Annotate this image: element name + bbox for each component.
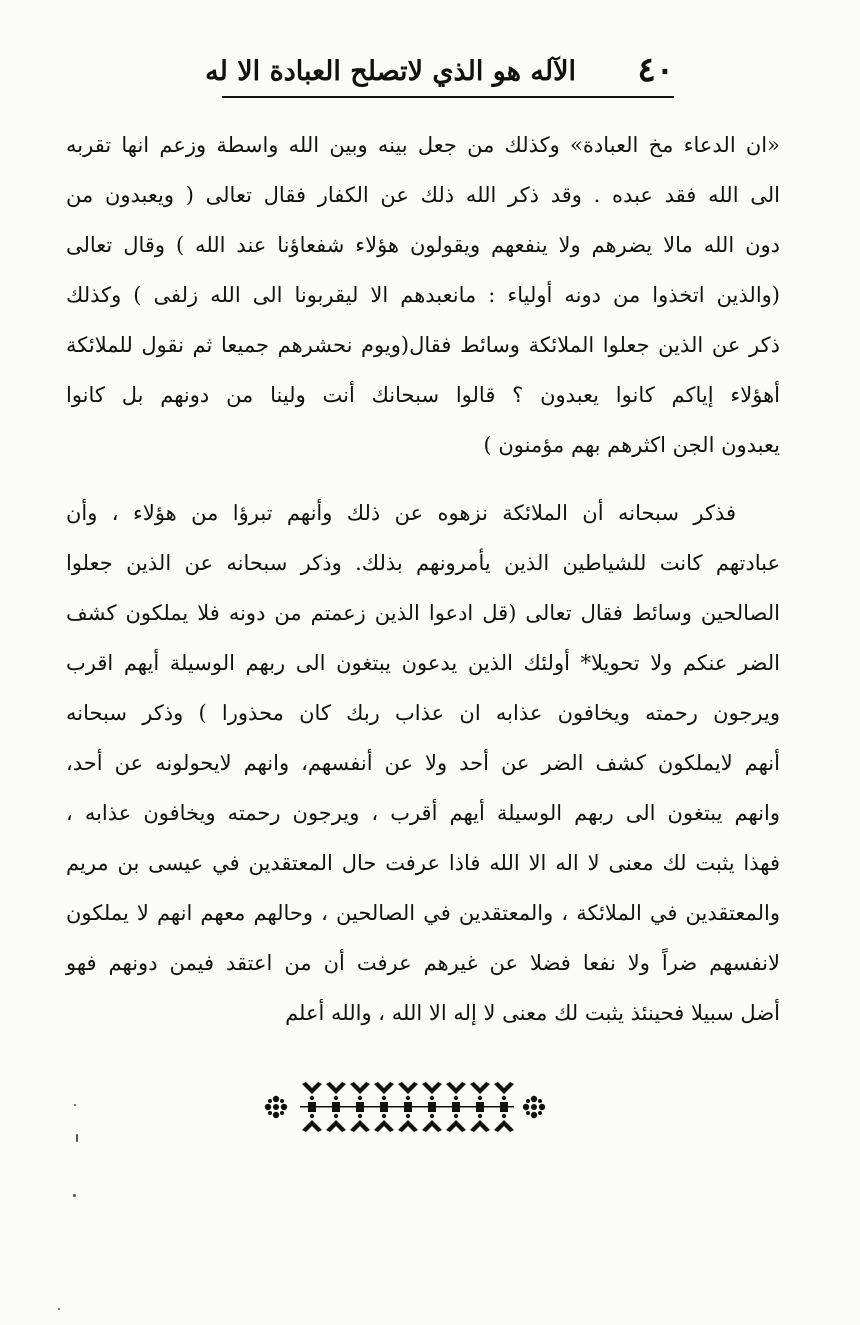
text-line: يعبدون الجن اكثرهم بهم مؤمنون ) [483, 433, 780, 457]
text-line: الصالحين وسائط فقال تعالى (قل ادعوا الذين زعمتم من دونه فلا يملكون كشف [66, 601, 780, 625]
text-line: فهذا يثبت لك معنى لا اله الا الله فاذا عرفت حال المعتقدين في عيسى بن مريم [66, 851, 780, 875]
ornamental-divider [262, 1078, 548, 1136]
paper-speck [58, 1308, 60, 1310]
text-line: الضر عنكم ولا تحويلا* أولئك الذين يدعون يبتغون الى ربهم الوسيلة أيهم اقرب [66, 651, 780, 675]
text-line: ذكر عن الذين جعلوا الملائكة وسائط فقال(ويوم نحشرهم جميعا ثم نقول للملائكة [66, 333, 780, 357]
paragraph-1 [66, 120, 780, 470]
text-line: أضل سبيلا فحينئذ يثبت لك معنى لا إله الا الله ، والله أعلم [285, 1001, 780, 1025]
text-line: ويرجون رحمته ويخافون عذابه ان عذاب ربك كان محذورا ) وذكر سبحانه [66, 701, 780, 725]
page-header [205, 46, 674, 98]
paper-speck [73, 1194, 76, 1197]
text-line: (والذين اتخذوا من دونه أولياء : مانعبدهم الا ليقربونا الى الله زلفى ) وكذلك [66, 283, 780, 307]
text-line: لانفسهم ضراً ولا نفعا فضلا عن غيرهم عرفت أن من اعتقد فيمن دونهم فهو [66, 951, 780, 975]
paper-speck [76, 1134, 78, 1142]
page-number: ٤٠ [637, 50, 674, 90]
rosette-left-icon [265, 1096, 287, 1118]
rosette-right-icon [523, 1096, 545, 1118]
text-line: عبادتهم كانت للشياطين الذين يأمرونهم بذلك. وذكر سبحانه عن الذين جعلوا [66, 551, 780, 575]
text-line: «ان الدعاء مخ العبادة» وكذلك من جعل بينه وبين الله واسطة وزعم انها تقربه [66, 133, 780, 157]
paragraph-2 [66, 488, 780, 1038]
text-line: والمعتقدين في الملائكة ، والمعتقدين في الصالحين ، وحالهم معهم انهم لا يملكون [66, 901, 780, 925]
text-line: الى الله فقد عبده . وقد ذكر الله ذلك عن الكفار فقال تعالى ( ويعبدون من [66, 183, 780, 207]
paragraph-gap [66, 470, 780, 488]
header-rule [222, 96, 674, 98]
text-line: فذكر سبحانه أن الملائكة نزهوه عن ذلك وأنهم تبرؤا من هؤلاء ، وأن [66, 501, 736, 525]
text-line: دون الله مالا يضرهم ولا ينفعهم ويقولون هؤلاء شفعاؤنا عند الله ) وقال تعالى [66, 233, 780, 257]
text-line: أهؤلاء إياكم كانوا يعبدون ؟ قالوا سبحانك أنت ولينا من دونهم بل كانوا [66, 383, 780, 407]
body-text [66, 120, 780, 1038]
text-line: وانهم يبتغون الى ربهم الوسيلة أيهم أقرب ، ويرجون رحمته ويخافون عذابه ، [66, 801, 780, 825]
paper-speck [74, 1104, 76, 1106]
text-line: أنهم لايملكون كشف الضر عن أحد ولا عن أنفسهم، وانهم لايحولونه عن أحد، [66, 751, 780, 775]
running-title: الآله هو الذي لاتصلح العبادة الا له [205, 56, 576, 87]
